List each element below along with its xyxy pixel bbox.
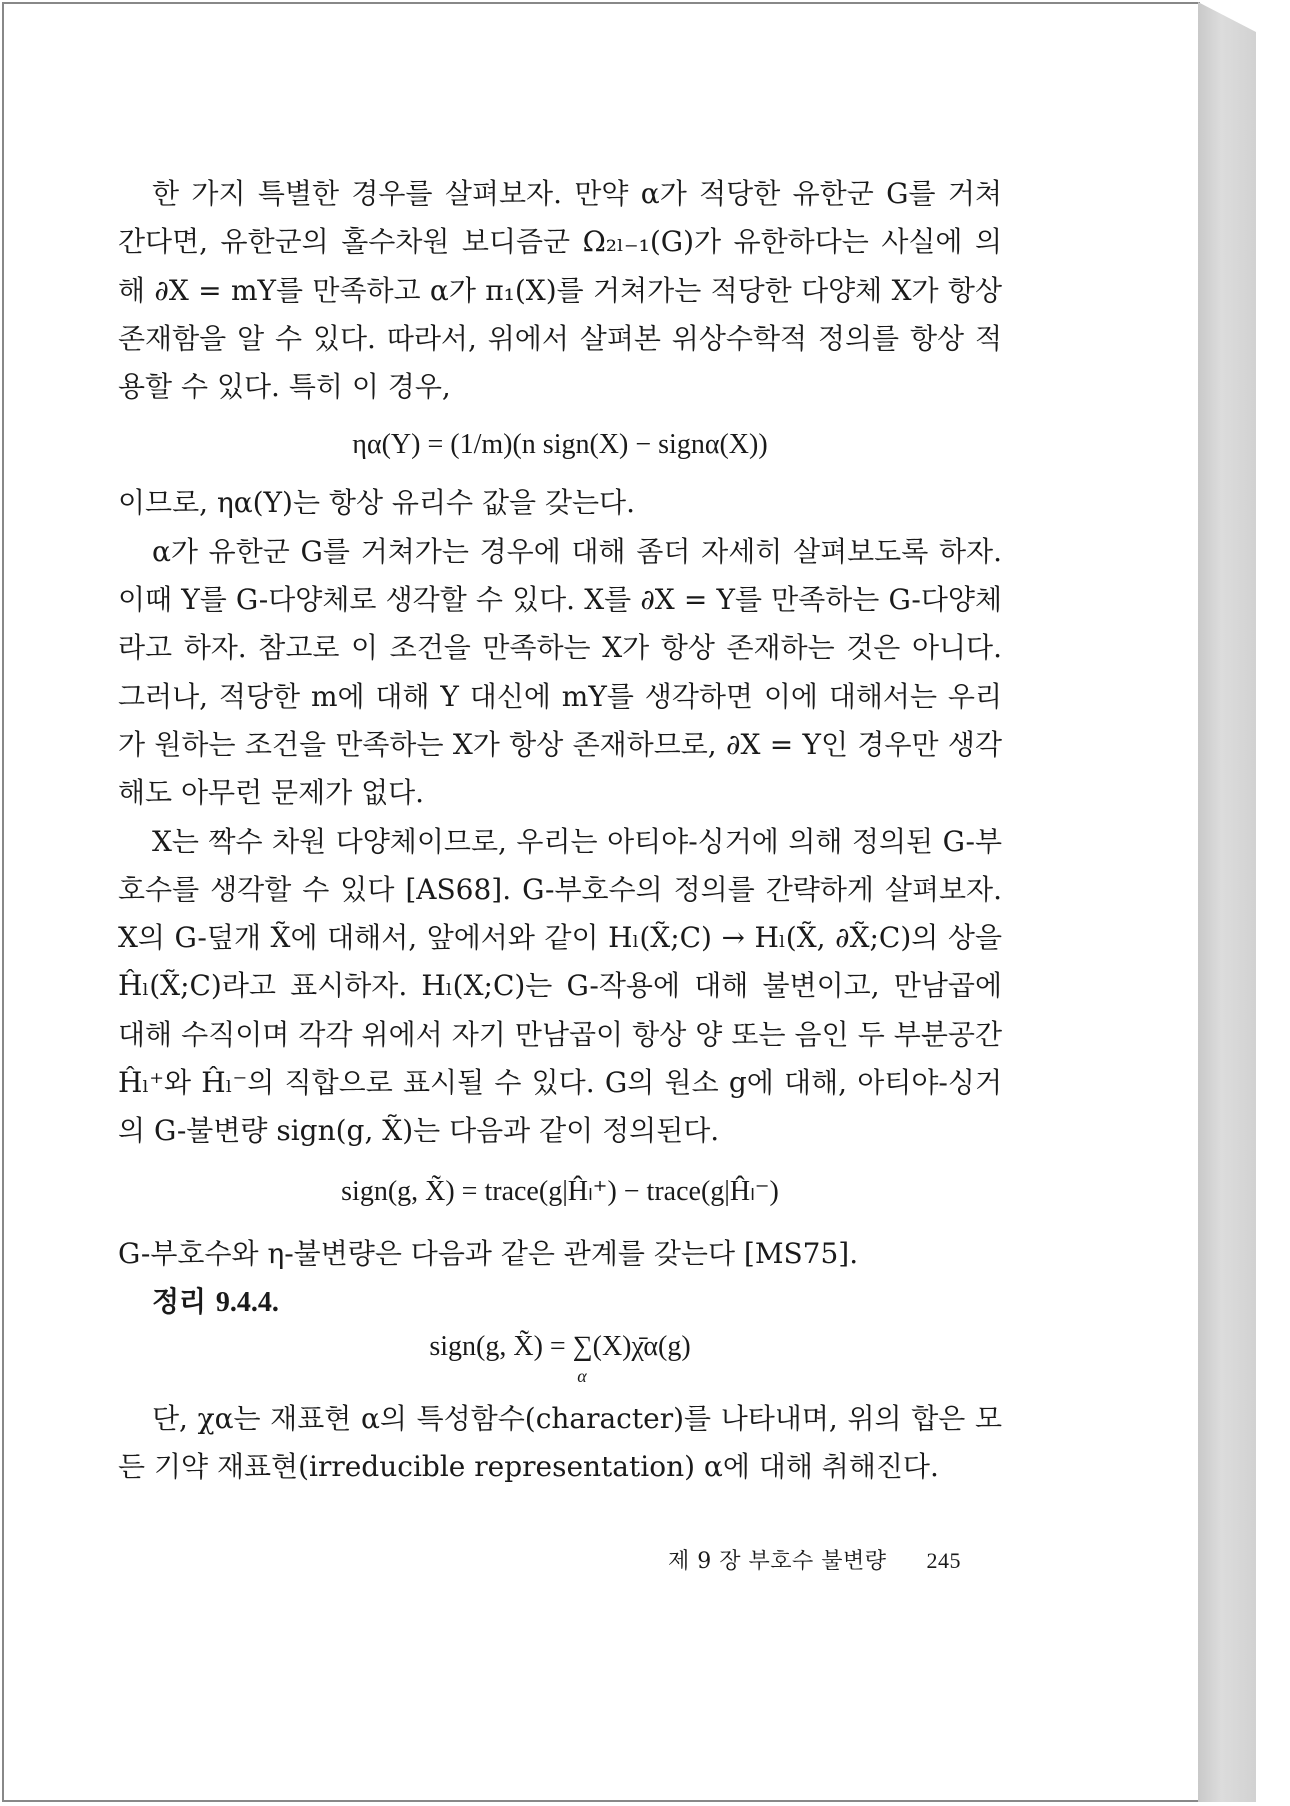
chapter-title: 제 9 장 부호수 불변량 [668,1549,887,1574]
equation-eta: ηα(Y) = (1/m)(n sign(X) − signα(X)) [352,429,768,461]
paragraph-6: 단, χα는 재표현 α의 특성함수(character)를 나타내며, 위의 합은 모든 기약 재표현(irreducible representation) α에 대해 취해진다. [118,1401,1002,1484]
theorem-number: 9.4.4. [215,1286,279,1318]
paragraph-1: 한 가지 특별한 경우를 살펴보자. 만약 α가 적당한 유한군 G를 거쳐 간다면, 유한군의 홀수차원 보디즘군 Ω₂ₗ₋₁(G)가 유한하다는 사실에 의해 ∂X = mY를 만족하고 α가 π₁(X)를 거쳐가는 적당한 다양체 X가 항상 존재함을 알 수 있다. 따라서, 위에서 살펴본 위상수학적 정의를 항상 적용할 수 있다. 특히 이 경우, [118,177,1002,404]
paragraph-5: G-부호수와 η-불변량은 다음과 같은 관계를 갖는다 [MS75]. [118,1236,859,1270]
page-footer [668,1544,961,1575]
paragraph-4: X는 짝수 차원 다양체이므로, 우리는 아티야-싱거에 의해 정의된 G-부호수를 생각할 수 있다 [AS68]. G-부호수의 정의를 간략하게 살펴보자. X의 G-덮개 X̃에 대해서, 앞에서와 같이 Hₗ(X̃;C) → Hₗ(X̃, ∂X̃;C)의 상을 Ĥₗ(X̃;C)라고 표시하자. Hₗ(X;C)는 G-작용에 대해 불변이고, 만남곱에 대해 수직이며 각각 위에서 자기 만남곱이 항상 양 또는 음인 두 부분공간 Ĥₗ⁺와 Ĥₗ⁻의 직합으로 표시될 수 있다. G의 원소 g에 대해, 아티야-싱거의 G-불변량 sign(g, X̃)는 다음과 같이 정의된다. [118,824,1002,1148]
page-body [118,170,1002,1492]
equation-sign-sum [118,1327,1002,1385]
page-number: 245 [926,1548,961,1573]
equation-sign-trace: sign(g, X̃) = trace(g|Ĥₗ⁺) − trace(g|Ĥₗ⁻) [341,1175,779,1207]
equation-sum-index: α [577,1365,587,1386]
paragraph-3: α가 유한군 G를 거쳐가는 경우에 대해 좀더 자세히 살펴보도록 하자. 이때 Y를 G-다양체로 생각할 수 있다. X를 ∂X = Y를 만족하는 G-다양체라고 하자. 참고로 이 조건을 만족하는 X가 항상 존재하는 것은 아니다. 그러나, 적당한 m에 대해 Y 대신에 mY를 생각하면 이에 대해서는 우리가 원하는 조건을 만족하는 X가 항상 존재하므로, ∂X = Y인 경우만 생각해도 아무런 문제가 없다. [118,534,1002,810]
paragraph-2: 이므로, ηα(Y)는 항상 유리수 값을 갖는다. [118,486,635,520]
page-edge [1198,2,1256,1802]
equation-sign-sum-main: sign(g, X̃) = ∑(X)χ̄α(g) [429,1330,691,1362]
theorem-label: 정리 [152,1284,207,1318]
theorem-heading [152,1278,1002,1327]
